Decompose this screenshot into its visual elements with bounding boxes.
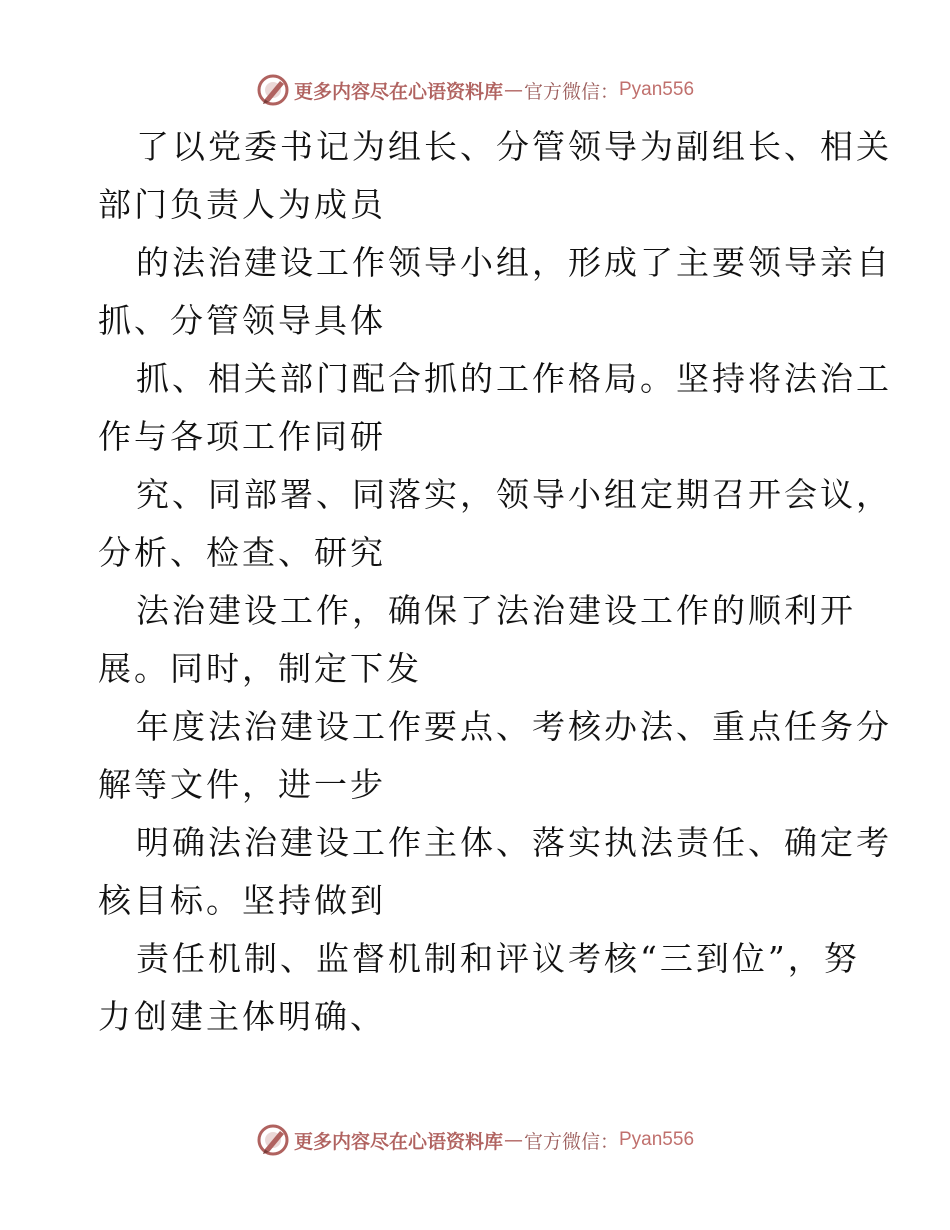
paragraph-3-line-1: 抓、相关部门配合抓的工作格局。坚持将法治工 [136, 359, 892, 398]
paragraph-6-line-2: 解等文件，进一步 [98, 765, 386, 804]
paragraph-6-line-1: 年度法治建设工作要点、考核办法、重点任务分 [136, 707, 892, 746]
pen-logo-icon [256, 73, 290, 107]
site-name-text: 更多内容尽在心语资料库 [293, 1130, 503, 1153]
header-banner [0, 72, 950, 108]
paragraph-4-line-2: 分析、检查、研究 [98, 533, 386, 572]
banner-separator: — [503, 1129, 523, 1151]
document-body-text [98, 118, 892, 1046]
wechat-id: Pyan556 [619, 79, 695, 100]
paragraph-5-line-1: 法治建设工作，确保了法治建设工作的顺利开 [136, 591, 856, 630]
paragraph-8-line-2: 力创建主体明确、 [98, 997, 386, 1036]
paragraph-2-line-2: 抓、分管领导具体 [98, 301, 386, 340]
wechat-id: Pyan556 [619, 1129, 695, 1150]
banner-separator: — [503, 79, 523, 101]
site-name-text: 更多内容尽在心语资料库 [293, 80, 503, 103]
paragraph-5-line-2: 展。同时，制定下发 [98, 649, 422, 688]
paragraph-7-line-1: 明确法治建设工作主体、落实执法责任、确定考 [136, 823, 892, 862]
footer-banner [0, 1122, 950, 1158]
wechat-label: 官方微信： [523, 80, 619, 103]
paragraph-2-line-1: 的法治建设工作领导小组，形成了主要领导亲自 [136, 243, 892, 282]
paragraph-7-line-2: 核目标。坚持做到 [98, 881, 386, 920]
paragraph-1-line-2: 部门负责人为成员 [98, 185, 386, 224]
paragraph-4-line-1: 究、同部署、同落实，领导小组定期召开会议， [136, 475, 892, 514]
paragraph-8-line-1: 责任机制、监督机制和评议考核“三到位”，努 [136, 939, 860, 978]
paragraph-3-line-2: 作与各项工作同研 [98, 417, 386, 456]
wechat-label: 官方微信： [523, 1130, 619, 1153]
pen-logo-icon [256, 1123, 290, 1157]
paragraph-1-line-1: 了以党委书记为组长、分管领导为副组长、相关 [136, 127, 892, 166]
